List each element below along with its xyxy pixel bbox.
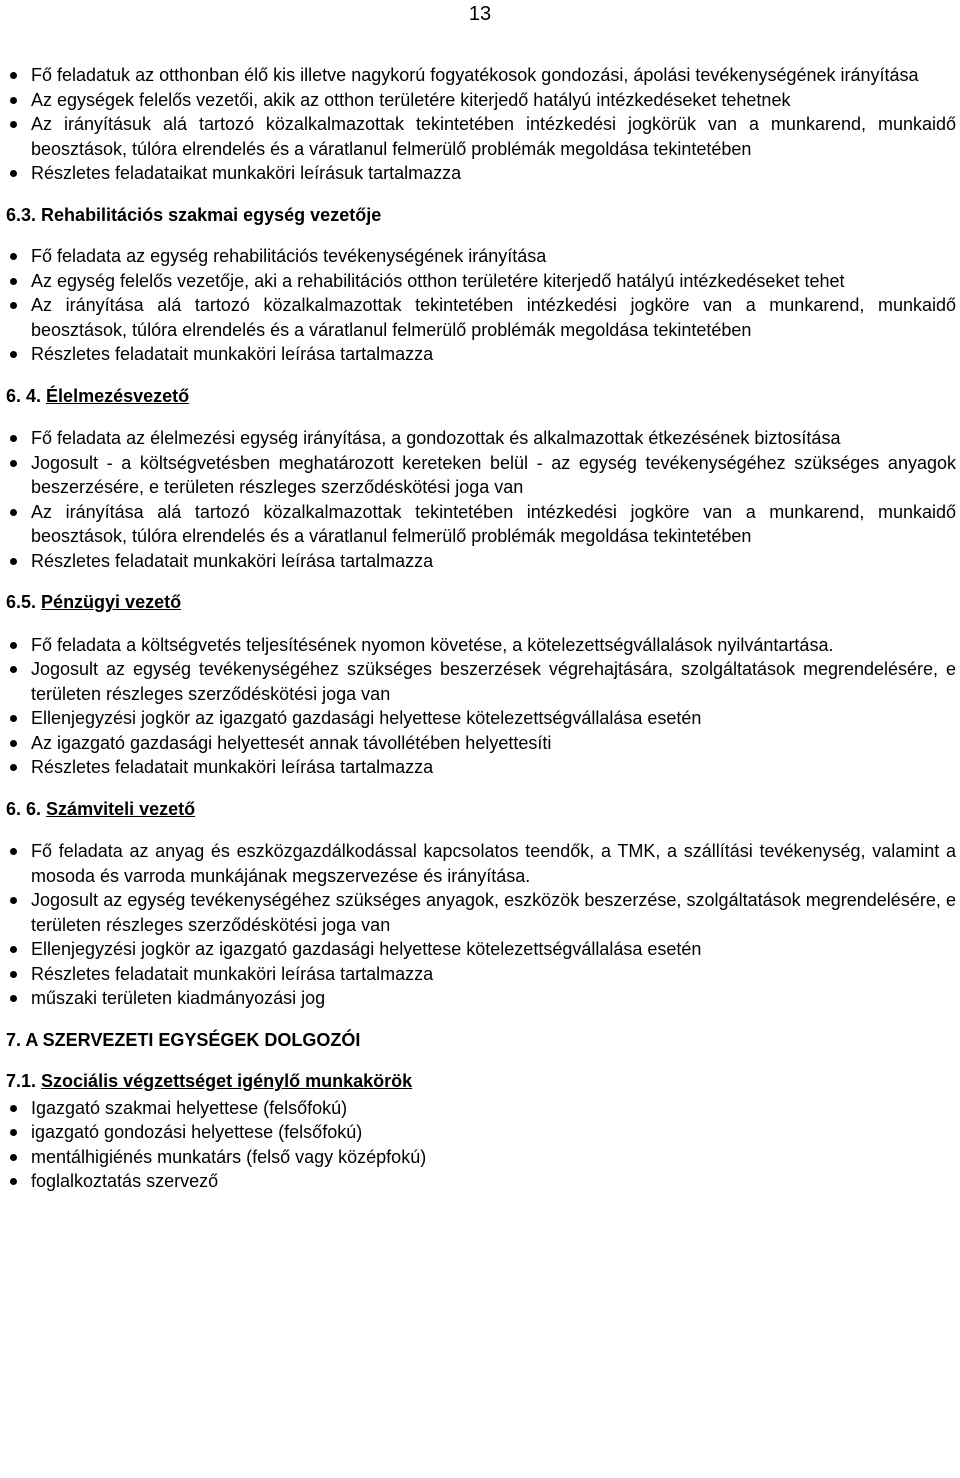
- bullet-icon: [10, 971, 17, 978]
- list-item: [0, 1169, 960, 1194]
- list-item: [0, 633, 960, 658]
- list-item: [0, 755, 960, 780]
- section-6-3-list: [0, 244, 960, 367]
- list-item: [0, 1145, 960, 1170]
- list-item-text: Fő feladata az egység rehabilitációs tevékenységének irányítása: [31, 246, 547, 266]
- bullet-icon: [10, 509, 17, 516]
- list-item: [0, 706, 960, 731]
- bullet-icon: [10, 351, 17, 358]
- bullet-icon: [10, 460, 17, 467]
- page-number: 13: [468, 3, 492, 25]
- intro-list: [0, 63, 960, 186]
- list-item-text: Fő feladatuk az otthonban élő kis illetve nagykorú fogyatékosok gondozási, ápolási tevékenységének irányítása: [31, 65, 919, 85]
- list-item-text: Az irányításuk alá tartozó közalkalmazottak tekintetében intézkedési jogkörük van a munkarend, munkaidő beosztások, túlóra elrendelés és a váratlanul felmerülő problémák megoldása tekintetében: [31, 114, 956, 159]
- bullet-icon: [10, 642, 17, 649]
- list-item: [0, 1096, 960, 1121]
- list-item-text: Ellenjegyzési jogkör az igazgató gazdasági helyettese kötelezettségvállalása esetén: [31, 708, 702, 728]
- bullet-icon: [10, 558, 17, 565]
- list-item: [0, 112, 960, 161]
- list-item-text: Jogosult az egység tevékenységéhez szükséges anyagok, eszközök beszerzése, szolgáltatások megrendelésére, e területen részleges szerződéskötési joga van: [31, 890, 956, 935]
- section-title: Számviteli vezető: [46, 798, 196, 819]
- list-item: [0, 88, 960, 113]
- section-6-5-list: [0, 633, 960, 780]
- bullet-icon: [10, 897, 17, 904]
- section-heading-6-5: [0, 590, 960, 615]
- section-title: Élelmezésvezető: [46, 385, 190, 406]
- bullet-icon: [10, 848, 17, 855]
- bullet-icon: [10, 666, 17, 673]
- list-item-text: Részletes feladatait munkaköri leírása tartalmazza: [31, 344, 434, 364]
- list-item: [0, 293, 960, 342]
- bullet-icon: [10, 435, 17, 442]
- list-item-text: Jogosult - a költségvetésben meghatározott kereteken belül - az egység tevékenységéhez szükséges anyagok beszerzésére, e területen részleges szerződéskötési joga van: [31, 452, 956, 497]
- bullet-icon: [10, 715, 17, 722]
- bullet-icon: [10, 995, 17, 1002]
- section-number: 6. 6.: [6, 798, 42, 819]
- section-6-4-list: [0, 426, 960, 573]
- list-item: [0, 342, 960, 367]
- list-item-text: Ellenjegyzési jogkör az igazgató gazdasági helyettese kötelezettségvállalása esetén: [31, 939, 702, 959]
- list-item-text: Részletes feladatait munkaköri leírása tartalmazza: [31, 550, 434, 571]
- list-item: [0, 657, 960, 706]
- list-item-text: műszaki területen kiadmányozási jog: [31, 988, 326, 1008]
- section-7-1-list: [0, 1096, 960, 1194]
- bullet-icon: [10, 278, 17, 285]
- list-item: [0, 161, 960, 186]
- section-heading-6-6: [0, 797, 960, 822]
- document-body: [0, 63, 960, 1194]
- bullet-icon: [10, 1154, 17, 1161]
- list-item-text: Részletes feladataikat munkaköri leírásuk tartalmazza: [31, 163, 462, 183]
- list-item: [0, 986, 960, 1011]
- list-item: [0, 269, 960, 294]
- chapter-heading-7: 7. A SZERVEZETI EGYSÉGEK DOLGOZÓI: [6, 1029, 361, 1050]
- list-item-text: Fő feladata az anyag és eszközgazdálkodással kapcsolatos teendők, a TMK, a szállítási tevékenység, valamint a mosoda és varroda munkájának megszervezése és irányítása.: [31, 841, 956, 886]
- list-item: [0, 500, 960, 549]
- list-item-text: Az irányítása alá tartozó közalkalmazottak tekintetében intézkedési jogköre van a munkarend, munkaidő beosztások, túlóra elrendelés és a váratlanul felmerülő problémák megoldása tekintetében: [31, 501, 956, 546]
- bullet-icon: [10, 72, 17, 79]
- section-number: 7.1.: [6, 1071, 37, 1091]
- list-item: [0, 962, 960, 987]
- list-item-text: Az egységek felelős vezetői, akik az otthon területére kiterjedő hatályú intézkedéseket tehetnek: [31, 89, 791, 110]
- list-item: [0, 937, 960, 962]
- list-item-text: Fő feladata a költségvetés teljesítésének nyomon követése, a kötelezettségvállalások nyilvántartása.: [31, 634, 834, 655]
- bullet-icon: [10, 1105, 17, 1112]
- bullet-icon: [10, 1129, 17, 1136]
- list-item: [0, 63, 960, 88]
- list-item: [0, 839, 960, 888]
- section-heading-6-4: [0, 384, 960, 409]
- section-title: Pénzügyi vezető: [41, 592, 182, 612]
- list-item: [0, 888, 960, 937]
- section-title: Rehabilitációs szakmai egység vezetője: [41, 204, 382, 225]
- list-item: [0, 426, 960, 451]
- list-item-text: Igazgató szakmai helyettese (felsőfokú): [31, 1097, 348, 1118]
- bullet-icon: [10, 946, 17, 953]
- list-item-text: Részletes feladatait munkaköri leírása tartalmazza: [31, 963, 434, 984]
- list-item-text: Az igazgató gazdasági helyettesét annak távollétében helyettesíti: [31, 732, 552, 753]
- section-number: 6. 4.: [6, 385, 42, 406]
- list-item-text: Részletes feladatait munkaköri leírása tartalmazza: [31, 757, 434, 777]
- list-item-text: foglalkoztatás szervező: [31, 1171, 219, 1191]
- list-item-text: Fő feladata az élelmezési egység irányítása, a gondozottak és alkalmazottak étkezésének biztosítása: [31, 428, 841, 448]
- bullet-icon: [10, 170, 17, 177]
- list-item-text: mentálhigiénés munkatárs (felső vagy középfokú): [31, 1146, 427, 1167]
- list-item: [0, 1120, 960, 1145]
- list-item-text: igazgató gondozási helyettese (felsőfokú): [31, 1122, 363, 1142]
- list-item-text: Az irányítása alá tartozó közalkalmazottak tekintetében intézkedési jogköre van a munkarend, munkaidő beosztások, túlóra elrendelés és a váratlanul felmerülő problémák megoldása tekintetében: [31, 295, 956, 340]
- bullet-icon: [10, 740, 17, 747]
- list-item: [0, 244, 960, 269]
- list-item: [0, 549, 960, 574]
- section-heading-6-3: [0, 203, 960, 228]
- section-number: 6.5.: [6, 592, 37, 612]
- bullet-icon: [10, 121, 17, 128]
- bullet-icon: [10, 253, 17, 260]
- list-item-text: Jogosult az egység tevékenységéhez szükséges beszerzések végrehajtására, szolgáltatások megrendelésére, e területen részleges szerződéskötési joga van: [31, 659, 956, 704]
- section-title: Szociális végzettséget igénylő munkakörök: [41, 1071, 413, 1091]
- list-item-text: Az egység felelős vezetője, aki a rehabilitációs otthon területére kiterjedő hatályú intézkedéseket tehet: [31, 270, 845, 291]
- section-heading-7-1: [0, 1069, 960, 1094]
- list-item: [0, 451, 960, 500]
- section-number: 6.3.: [6, 204, 37, 225]
- bullet-icon: [10, 764, 17, 771]
- bullet-icon: [10, 97, 17, 104]
- list-item: [0, 731, 960, 756]
- bullet-icon: [10, 302, 17, 309]
- bullet-icon: [10, 1178, 17, 1185]
- section-6-6-list: [0, 839, 960, 1011]
